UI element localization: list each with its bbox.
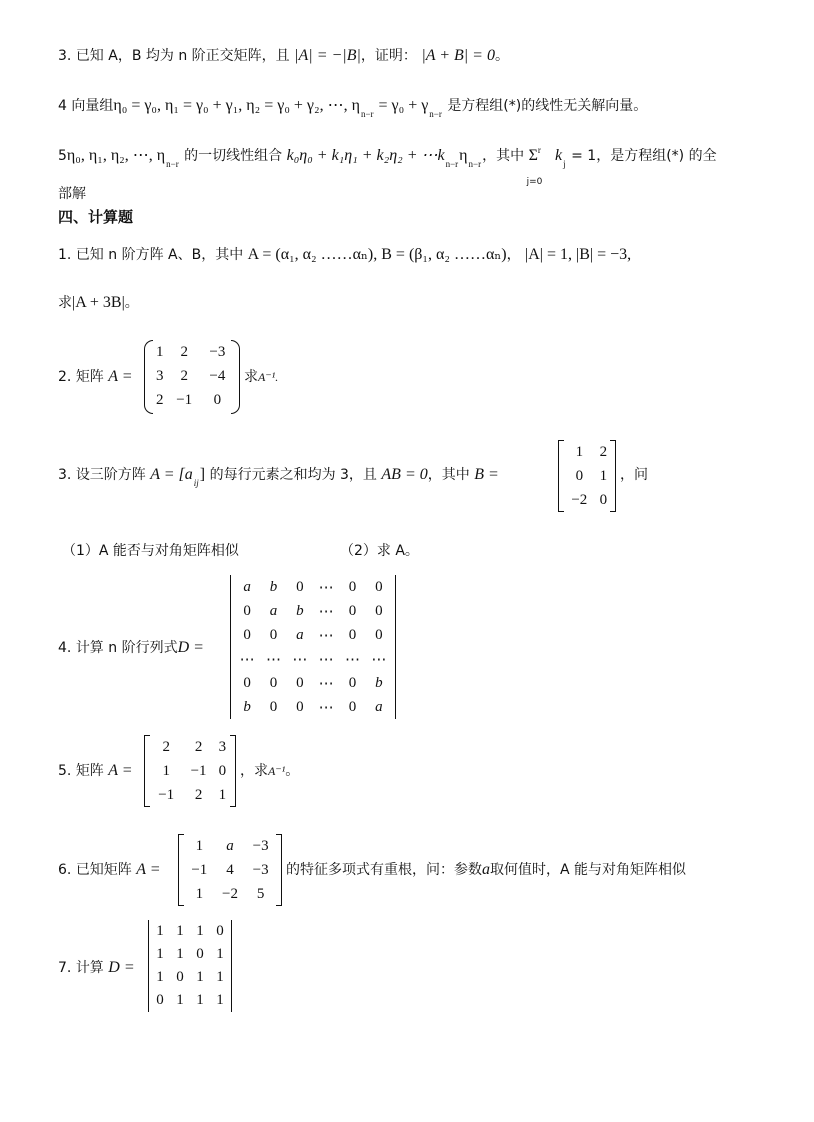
matrix-cell: 0 — [213, 391, 222, 408]
item-number: 3. — [58, 48, 72, 64]
matrix-cell: 1 — [195, 837, 204, 854]
item-text: 求 — [244, 369, 258, 385]
item-text: 计算 n 阶行列式 — [75, 640, 178, 656]
matrix-cell: 0 — [243, 602, 251, 619]
equation: A = [a — [150, 466, 193, 483]
matrix-cell: ⋯ — [265, 651, 281, 668]
matrix-cell: ⋯ — [371, 651, 387, 668]
item-5: 5η₀, η₁, η₂, ⋯, $\eta_{n-r}$ 的一切线性组合 $k_0\eta_0 + k_1\eta_1 + k_2\eta_2 + \cdots k_{n-r}\eta_{n-r}$，其中 $\Sigma^r$ j=0 $k_j = 1$，是方程组(*) 的全 — [58, 146, 717, 167]
matrix-cell: 0 — [296, 674, 304, 691]
matrix-cell: 0 — [269, 626, 278, 643]
matrix-row — [152, 388, 234, 412]
matrix-cell: ⋯ — [318, 603, 334, 620]
matrix-cell: −1 — [176, 391, 193, 408]
equation: D = — [177, 639, 204, 656]
matrix-cell: −2 — [222, 885, 238, 902]
matrix-cell: ⋯ — [318, 699, 334, 716]
subscript: n−r — [166, 159, 179, 169]
subscript: n−r — [468, 159, 482, 169]
matrix-cell: 0 — [348, 674, 357, 691]
item-number: 7. — [58, 960, 72, 976]
matrix-cell: a — [296, 626, 304, 643]
item-text: ，其中 — [427, 467, 470, 483]
calc-7 — [58, 958, 135, 978]
matrix-row — [150, 989, 230, 1012]
matrix-cell: 1 — [196, 923, 204, 939]
matrix-cell: −3 — [252, 861, 269, 878]
item-number: 4 — [58, 98, 67, 114]
item-text: 已知矩阵 — [75, 862, 132, 878]
determinant-c7 — [148, 920, 232, 1012]
matrix-cell: 1 — [218, 786, 227, 803]
matrix-cell: −1 — [191, 861, 208, 878]
item-number: 6. — [58, 862, 72, 878]
matrix-cell: 0 — [176, 969, 184, 985]
item-number: 1. — [58, 247, 72, 263]
matrix-cell: 3 — [156, 367, 164, 384]
matrix-cell: −1 — [158, 786, 175, 803]
matrix-cell: b — [296, 602, 304, 619]
matrix-cell: −3 — [209, 343, 226, 360]
matrix-cell: 2 — [194, 786, 203, 803]
subscript: ij — [193, 478, 199, 488]
item-number: 2. — [58, 369, 72, 385]
matrix-cell: 0 — [156, 992, 164, 1008]
matrix-row — [152, 340, 234, 364]
matrix-row — [150, 920, 230, 943]
matrix-row — [234, 671, 392, 695]
subscript: j — [563, 159, 566, 169]
matrix-cell: 1 — [176, 992, 184, 1008]
matrix-c6 — [178, 834, 282, 906]
matrix-cell: 5 — [256, 885, 265, 902]
matrix-row — [150, 759, 230, 783]
matrix-cell: ⋯ — [318, 651, 334, 668]
matrix-cell: a — [243, 578, 251, 595]
equation: A = — [108, 762, 133, 779]
matrix-cell: −3 — [252, 837, 269, 854]
matrix-cell: 3 — [218, 738, 227, 755]
item-text: ， — [506, 247, 521, 263]
matrix-row — [234, 599, 392, 623]
matrix-row — [234, 695, 392, 719]
matrix-cell: 1 — [575, 443, 584, 460]
calc-1-continuation — [58, 293, 139, 313]
matrix-c5 — [144, 735, 236, 807]
matrix-row — [150, 783, 230, 807]
matrix-row — [184, 882, 276, 906]
matrix-cell: 2 — [156, 391, 164, 408]
matrix-cell: 2 — [194, 738, 203, 755]
matrix-cell: b — [269, 578, 278, 595]
item-text: ，问 — [620, 467, 648, 483]
matrix-cell: ⋯ — [344, 651, 360, 668]
matrix-cell: 0 — [599, 491, 608, 508]
matrix-row — [234, 623, 392, 647]
equation: = γ₀ + γ — [374, 97, 429, 114]
matrix-c3 — [558, 440, 616, 512]
matrix-row — [150, 966, 230, 989]
matrix-c2 — [144, 340, 240, 414]
matrix-cell: 0 — [375, 626, 383, 643]
matrix-cell: ⋯ — [318, 579, 334, 596]
item-text: ，其中 — [482, 148, 525, 164]
item-text: 设三阶方阵 — [75, 467, 146, 483]
matrix-cell: 4 — [226, 861, 234, 878]
matrix-cell: 0 — [218, 762, 227, 779]
matrix-cell: 0 — [296, 698, 304, 715]
item-text: 求 — [58, 295, 72, 311]
equation: k₀η₀ + k₁η₁ + k₂η₂ + ⋯k — [286, 147, 445, 164]
matrix-cell: 0 — [243, 626, 251, 643]
matrix-cell: 1 — [176, 923, 184, 939]
matrix-cell: 0 — [575, 467, 584, 484]
equation: D = — [108, 959, 135, 976]
matrix-row — [234, 647, 392, 671]
equation: η₀, η₁, η₂, ⋯, η — [66, 147, 166, 164]
subscript: n−r — [445, 159, 459, 169]
calc-2 — [58, 367, 133, 387]
item-text: 的每行元素之和均为 3，且 — [209, 467, 377, 483]
matrix-cell: 0 — [348, 602, 357, 619]
matrix-cell: a — [226, 837, 234, 854]
equation: k — [555, 147, 563, 164]
matrix-cell: 1 — [156, 969, 164, 985]
matrix-row — [563, 488, 611, 512]
subscript: n−r — [360, 109, 374, 119]
matrix-cell: 2 — [162, 738, 170, 755]
matrix-cell: 0 — [243, 674, 251, 691]
matrix-cell: 0 — [269, 674, 278, 691]
item-text: = 1，是方程组(*) 的全 — [566, 148, 717, 164]
matrix-cell: 1 — [216, 992, 224, 1008]
item-text: 已知 n 阶方阵 A、B，其中 — [75, 247, 244, 263]
summation — [526, 145, 551, 187]
equation: |A| = 1, |B| = −3, — [525, 246, 632, 263]
determinant-c4 — [230, 575, 396, 719]
equation: |A| = −|B| — [294, 47, 361, 64]
equation: AB = 0 — [381, 466, 428, 483]
section-heading: 四、计算题 — [58, 208, 134, 226]
matrix-cell: 1 — [156, 343, 164, 360]
item-text: 向量组 — [71, 98, 114, 114]
calc-2-tail — [244, 367, 278, 387]
matrix-cell: 1 — [176, 946, 184, 962]
matrix-row — [150, 735, 230, 759]
matrix-cell: 1 — [156, 923, 164, 939]
matrix-cell: b — [375, 674, 383, 691]
matrix-cell: −1 — [190, 762, 207, 779]
matrix-cell: 1 — [216, 969, 224, 985]
item-text: 矩阵 — [75, 369, 104, 385]
equation: A = — [136, 861, 161, 878]
calc-3 — [58, 465, 499, 486]
sum-bottom: j=0 — [526, 177, 543, 187]
matrix-row — [563, 464, 611, 488]
matrix-cell: 0 — [348, 626, 357, 643]
matrix-cell: 1 — [599, 467, 608, 484]
matrix-cell: −4 — [209, 367, 226, 384]
matrix-cell: ⋯ — [318, 627, 334, 644]
matrix-cell: a — [269, 602, 278, 619]
item-text: 的特征多项式有重根，问：参数 — [286, 862, 482, 878]
matrix-cell: 2 — [599, 443, 608, 460]
matrix-cell: b — [243, 698, 251, 715]
matrix-cell: 0 — [375, 602, 383, 619]
equation: B = — [474, 466, 499, 483]
matrix-cell: 1 — [216, 946, 224, 962]
sub-question-1: （1）A 能否与对角矩阵相似 — [62, 543, 239, 559]
matrix-cell: a — [375, 698, 383, 715]
item-3 — [58, 46, 509, 66]
calc-6 — [58, 860, 161, 880]
matrix-row — [152, 364, 234, 388]
matrix-cell: 1 — [156, 946, 164, 962]
matrix-cell: 1 — [195, 885, 204, 902]
matrix-cell: 1 — [162, 762, 170, 779]
equation: a — [482, 861, 490, 878]
sum-symbol: Σ — [528, 147, 538, 164]
calc-6-tail — [286, 860, 686, 880]
sum-top: r — [537, 145, 541, 155]
equation: |A + B| = 0 — [421, 47, 495, 64]
matrix-cell: 0 — [269, 698, 278, 715]
item-number: 5 — [58, 148, 67, 164]
calc-5-tail — [240, 761, 299, 781]
calc-1 — [58, 245, 631, 265]
item-4 — [58, 96, 647, 117]
matrix-cell: 0 — [348, 578, 357, 595]
equation: A⁻¹ — [268, 764, 286, 778]
matrix-cell: 0 — [348, 698, 357, 715]
item-number: 5. — [58, 763, 72, 779]
matrix-cell: 2 — [180, 367, 188, 384]
item-text: 。 — [494, 48, 509, 64]
item-text: ，证明： — [360, 48, 417, 64]
item-text: 矩阵 — [75, 763, 104, 779]
sub-question-2: （2）求 A。 — [340, 543, 419, 559]
item-text: ，求 — [240, 763, 268, 779]
item-number: 4. — [58, 640, 72, 656]
matrix-cell: 1 — [196, 969, 204, 985]
matrix-cell: 0 — [375, 578, 383, 595]
subscript: n−r — [429, 109, 442, 119]
matrix-row — [184, 834, 276, 858]
calc-4 — [58, 638, 204, 658]
matrix-row — [184, 858, 276, 882]
item-5-continuation: 部解 — [58, 186, 86, 202]
matrix-row — [563, 440, 611, 464]
item-text: 取何值时，A 能与对角矩阵相似 — [490, 862, 687, 878]
equation: |A + 3B| — [72, 294, 125, 311]
matrix-row — [150, 943, 230, 966]
matrix-cell: 2 — [180, 343, 188, 360]
equation: A = (α₁, α₂ ……αₙ), B = (β₁, α₂ ……αₙ) — [247, 246, 507, 263]
matrix-cell: 0 — [296, 578, 304, 595]
matrix-cell: 0 — [196, 946, 204, 962]
matrix-cell: ⋯ — [239, 651, 255, 668]
matrix-cell: 0 — [216, 923, 224, 939]
equation: η₀ = γ₀, η₁ = γ₀ + γ₁, η₂ = γ₀ + γ₂, ⋯, η — [113, 97, 360, 114]
calc-5 — [58, 761, 133, 781]
equation: A⁻¹. — [258, 370, 279, 384]
matrix-row — [234, 575, 392, 599]
item-text: 。 — [285, 763, 300, 779]
item-text: 的一切线性组合 — [184, 148, 283, 164]
matrix-cell: ⋯ — [318, 675, 334, 692]
equation: A = — [108, 368, 133, 385]
item-text: 是方程组(*)的线性无关解向量。 — [447, 98, 648, 114]
matrix-cell: 1 — [196, 992, 204, 1008]
matrix-cell: ⋯ — [292, 651, 308, 668]
matrix-cell: −2 — [571, 491, 588, 508]
equation: ] — [199, 466, 206, 483]
item-number: 3. — [58, 467, 72, 483]
item-text: 。 — [124, 295, 139, 311]
item-text: 计算 — [75, 960, 104, 976]
item-text: 已知 A，B 均为 n 阶正交矩阵，且 — [75, 48, 290, 64]
